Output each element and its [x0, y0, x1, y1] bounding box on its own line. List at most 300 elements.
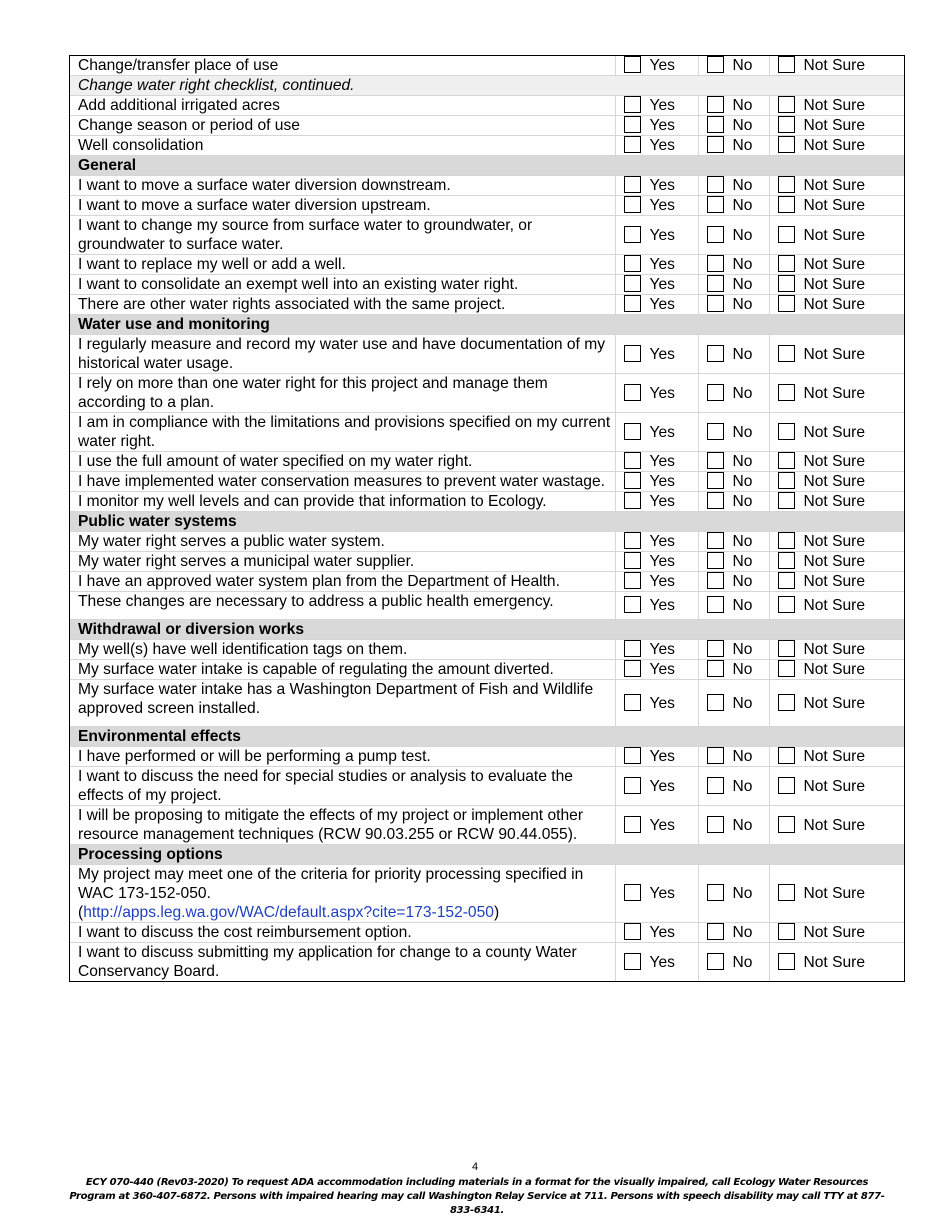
checkbox-yes[interactable] [624, 384, 641, 401]
option-cell-not-sure [769, 923, 904, 943]
option-label-no: No [732, 661, 753, 678]
option-cell-yes [615, 136, 698, 156]
option-label-not-sure: Not Sure [803, 885, 866, 902]
section-title: Water use and monitoring [70, 315, 904, 335]
option-label-no: No [732, 473, 753, 490]
option-label-yes: Yes [649, 256, 675, 273]
question-cell [70, 943, 615, 982]
question-text: My water right serves a public water system. [78, 533, 385, 550]
checkbox-yes[interactable] [624, 56, 641, 73]
option-label-no: No [732, 197, 753, 214]
option-cell-yes [615, 572, 698, 592]
option-label-no: No [732, 694, 753, 712]
option-label-not-sure: Not Sure [803, 197, 866, 214]
option-cell-no [698, 196, 769, 216]
option-cell-yes [615, 472, 698, 492]
checkbox-not-sure[interactable] [778, 777, 795, 794]
question-text: Add additional irrigated acres [78, 97, 280, 114]
question-cell [70, 176, 615, 196]
question-text: There are other water rights associated with the same project. [78, 296, 506, 313]
option-cell-yes [615, 865, 698, 923]
option-label-no: No [732, 553, 753, 570]
checkbox-no[interactable] [707, 572, 724, 589]
question-text: I want to replace my well or add a well. [78, 256, 346, 273]
option-label-not-sure: Not Sure [803, 296, 866, 313]
question-cell [70, 295, 615, 315]
checkbox-no[interactable] [707, 423, 724, 440]
checkbox-no[interactable] [707, 640, 724, 657]
option-cell-yes [615, 680, 698, 727]
option-cell-no [698, 572, 769, 592]
checklist-row [70, 943, 904, 982]
question-cell [70, 865, 615, 923]
checklist-row [70, 216, 904, 255]
section-title: Environmental effects [70, 727, 904, 747]
section-title: General [70, 156, 904, 176]
question-cell [70, 472, 615, 492]
section-header [70, 727, 904, 747]
option-label-not-sure: Not Sure [803, 573, 866, 590]
checkbox-yes[interactable] [624, 777, 641, 794]
option-label-not-sure: Not Sure [803, 177, 866, 194]
option-label-no: No [732, 885, 753, 902]
option-cell-no [698, 374, 769, 413]
option-cell-not-sure [769, 116, 904, 136]
checkbox-not-sure[interactable] [778, 816, 795, 833]
checkbox-not-sure[interactable] [778, 596, 795, 613]
checklist-row [70, 572, 904, 592]
checkbox-no[interactable] [707, 694, 724, 711]
option-label-yes: Yes [649, 276, 675, 293]
option-label-no: No [732, 423, 753, 441]
checkbox-yes[interactable] [624, 694, 641, 711]
section-header [70, 156, 904, 176]
option-label-no: No [732, 384, 753, 402]
checkbox-yes[interactable] [624, 116, 641, 133]
option-label-yes: Yes [649, 137, 675, 154]
option-cell-not-sure [769, 216, 904, 255]
checkbox-not-sure[interactable] [778, 492, 795, 509]
option-cell-not-sure [769, 806, 904, 845]
checklist-row [70, 96, 904, 116]
page-number: 4 [471, 1161, 479, 1173]
option-cell-yes [615, 923, 698, 943]
option-cell-no [698, 295, 769, 315]
option-cell-yes [615, 767, 698, 806]
checkbox-no[interactable] [707, 384, 724, 401]
option-cell-yes [615, 275, 698, 295]
option-cell-yes [615, 216, 698, 255]
option-label-not-sure: Not Sure [803, 777, 866, 795]
option-label-no: No [732, 117, 753, 134]
option-cell-yes [615, 196, 698, 216]
option-label-no: No [732, 137, 753, 154]
question-text: My surface water intake is capable of regulating the amount diverted. [78, 661, 554, 678]
wac-link[interactable]: http://apps.leg.wa.gov/WAC/default.aspx?cite=173-152-050 [83, 904, 494, 921]
checklist-row [70, 255, 904, 275]
checkbox-not-sure[interactable] [778, 255, 795, 272]
checkbox-no[interactable] [707, 492, 724, 509]
checkbox-yes[interactable] [624, 452, 641, 469]
question-cell [70, 767, 615, 806]
footer-accessibility-notice: ECY 070-440 (Rev03-2020) To request ADA accommodation including materials in a format for the visually impaired, call Ecology Water Resources Program at 360-407-6872. Persons with impaired hearing may call Washington Relay Service at 711. Persons with speech disability may call TTY at 877-833-6341. [69, 1177, 885, 1216]
question-cell [70, 572, 615, 592]
option-cell-yes [615, 452, 698, 472]
checkbox-no[interactable] [707, 884, 724, 901]
checkbox-no[interactable] [707, 176, 724, 193]
checkbox-not-sure[interactable] [778, 176, 795, 193]
option-cell-no [698, 943, 769, 982]
option-label-no: No [732, 453, 753, 470]
option-cell-no [698, 532, 769, 552]
option-cell-not-sure [769, 136, 904, 156]
question-text: Change/transfer place of use [78, 57, 279, 74]
option-label-not-sure: Not Sure [803, 226, 866, 244]
checkbox-yes[interactable] [624, 96, 641, 113]
question-cell [70, 374, 615, 413]
option-cell-no [698, 96, 769, 116]
question-text: My surface water intake has a Washington Department of Fish and Wildlife approved screen installed. [78, 681, 594, 717]
option-cell-not-sure [769, 472, 904, 492]
checkbox-no[interactable] [707, 255, 724, 272]
option-label-yes: Yes [649, 748, 675, 765]
checkbox-yes[interactable] [624, 472, 641, 489]
option-cell-no [698, 552, 769, 572]
continued-note [70, 76, 904, 96]
checkbox-yes[interactable] [624, 136, 641, 153]
option-cell-not-sure [769, 680, 904, 727]
question-cell [70, 923, 615, 943]
checkbox-not-sure[interactable] [778, 552, 795, 569]
option-label-yes: Yes [649, 694, 675, 712]
checklist-row [70, 335, 904, 374]
option-cell-not-sure [769, 295, 904, 315]
option-cell-not-sure [769, 592, 904, 620]
option-cell-no [698, 767, 769, 806]
option-label-not-sure: Not Sure [803, 345, 866, 363]
option-cell-not-sure [769, 492, 904, 512]
checkbox-not-sure[interactable] [778, 196, 795, 213]
checkbox-no[interactable] [707, 532, 724, 549]
option-label-yes: Yes [649, 885, 675, 902]
option-cell-not-sure [769, 640, 904, 660]
option-cell-no [698, 492, 769, 512]
checkbox-not-sure[interactable] [778, 275, 795, 292]
option-label-not-sure: Not Sure [803, 453, 866, 470]
checkbox-not-sure[interactable] [778, 953, 795, 970]
checkbox-yes[interactable] [624, 660, 641, 677]
checkbox-yes[interactable] [624, 275, 641, 292]
option-label-yes: Yes [649, 117, 675, 134]
option-label-not-sure: Not Sure [803, 694, 866, 712]
checkbox-no[interactable] [707, 295, 724, 312]
checkbox-no[interactable] [707, 747, 724, 764]
question-text: I monitor my well levels and can provide that information to Ecology. [78, 493, 547, 510]
option-label-yes: Yes [649, 57, 675, 74]
question-cell [70, 452, 615, 472]
option-cell-not-sure [769, 767, 904, 806]
checklist-row [70, 176, 904, 196]
option-label-yes: Yes [649, 953, 675, 971]
question-text: I want to discuss the need for special studies or analysis to evaluate the effects of my project. [78, 768, 573, 804]
question-cell [70, 413, 615, 452]
checkbox-not-sure[interactable] [778, 423, 795, 440]
option-label-no: No [732, 533, 753, 550]
checklist-row [70, 413, 904, 452]
option-cell-not-sure [769, 176, 904, 196]
checkbox-yes[interactable] [624, 295, 641, 312]
option-cell-no [698, 747, 769, 767]
checklist-row [70, 532, 904, 552]
question-text: I have an approved water system plan from the Department of Health. [78, 573, 560, 590]
checkbox-no[interactable] [707, 96, 724, 113]
checkbox-yes[interactable] [624, 226, 641, 243]
option-label-yes: Yes [649, 573, 675, 590]
option-cell-not-sure [769, 56, 904, 76]
option-label-no: No [732, 345, 753, 363]
question-text: I want to consolidate an exempt well into an existing water right. [78, 276, 519, 293]
option-cell-no [698, 216, 769, 255]
option-cell-no [698, 176, 769, 196]
checkbox-yes[interactable] [624, 532, 641, 549]
option-cell-not-sure [769, 413, 904, 452]
option-label-not-sure: Not Sure [803, 533, 866, 550]
question-cell [70, 216, 615, 255]
option-label-no: No [732, 296, 753, 313]
section-header [70, 512, 904, 532]
checkbox-no[interactable] [707, 923, 724, 940]
option-label-yes: Yes [649, 553, 675, 570]
question-cell [70, 592, 615, 620]
question-cell [70, 196, 615, 216]
option-label-yes: Yes [649, 641, 675, 658]
checklist-row [70, 592, 904, 620]
option-cell-no [698, 680, 769, 727]
checkbox-not-sure[interactable] [778, 747, 795, 764]
checkbox-no[interactable] [707, 136, 724, 153]
option-label-not-sure: Not Sure [803, 493, 866, 510]
question-text: I am in compliance with the limitations and provisions specified on my current water right. [78, 414, 611, 450]
checkbox-no[interactable] [707, 196, 724, 213]
question-cell [70, 96, 615, 116]
checkbox-yes[interactable] [624, 953, 641, 970]
checkbox-yes[interactable] [624, 423, 641, 440]
option-label-not-sure: Not Sure [803, 423, 866, 441]
checkbox-no[interactable] [707, 552, 724, 569]
option-cell-no [698, 640, 769, 660]
checkbox-yes[interactable] [624, 255, 641, 272]
checkbox-yes[interactable] [624, 816, 641, 833]
checklist-row [70, 680, 904, 727]
question-text: I rely on more than one water right for this project and manage them according to a plan. [78, 375, 548, 411]
checkbox-yes[interactable] [624, 884, 641, 901]
section-header [70, 620, 904, 640]
checkbox-yes[interactable] [624, 572, 641, 589]
question-cell [70, 335, 615, 374]
checkbox-yes[interactable] [624, 196, 641, 213]
checkbox-not-sure[interactable] [778, 572, 795, 589]
option-cell-yes [615, 116, 698, 136]
section-header [70, 845, 904, 865]
question-cell [70, 806, 615, 845]
checkbox-no[interactable] [707, 275, 724, 292]
question-text: I have implemented water conservation measures to prevent water wastage. [78, 473, 605, 490]
option-cell-no [698, 136, 769, 156]
checkbox-no[interactable] [707, 660, 724, 677]
option-cell-no [698, 452, 769, 472]
option-cell-not-sure [769, 865, 904, 923]
checklist-row [70, 116, 904, 136]
option-cell-yes [615, 374, 698, 413]
option-cell-not-sure [769, 335, 904, 374]
checkbox-no[interactable] [707, 226, 724, 243]
checklist-row [70, 295, 904, 315]
checklist-row [70, 472, 904, 492]
question-text: I want to discuss submitting my application for change to a county Water Conservancy Board. [78, 944, 577, 980]
checkbox-not-sure[interactable] [778, 923, 795, 940]
option-label-not-sure: Not Sure [803, 953, 866, 971]
checkbox-not-sure[interactable] [778, 56, 795, 73]
checkbox-yes[interactable] [624, 923, 641, 940]
option-cell-yes [615, 492, 698, 512]
question-cell [70, 255, 615, 275]
option-cell-yes [615, 660, 698, 680]
option-label-not-sure: Not Sure [803, 641, 866, 658]
option-label-no: No [732, 748, 753, 765]
question-cell [70, 640, 615, 660]
checklist-row [70, 660, 904, 680]
option-label-yes: Yes [649, 816, 675, 834]
checkbox-not-sure[interactable] [778, 694, 795, 711]
option-cell-yes [615, 592, 698, 620]
checkbox-not-sure[interactable] [778, 884, 795, 901]
option-label-yes: Yes [649, 661, 675, 678]
checklist-row [70, 923, 904, 943]
checkbox-not-sure[interactable] [778, 226, 795, 243]
checkbox-no[interactable] [707, 596, 724, 613]
option-cell-yes [615, 255, 698, 275]
checkbox-yes[interactable] [624, 596, 641, 613]
checkbox-no[interactable] [707, 953, 724, 970]
question-cell [70, 492, 615, 512]
option-cell-yes [615, 176, 698, 196]
checkbox-no[interactable] [707, 452, 724, 469]
option-cell-not-sure [769, 96, 904, 116]
option-label-not-sure: Not Sure [803, 473, 866, 490]
option-label-yes: Yes [649, 777, 675, 795]
option-label-not-sure: Not Sure [803, 256, 866, 273]
question-text: My project may meet one of the criteria for priority processing specified in WAC 173-152-050. [78, 866, 584, 902]
option-cell-yes [615, 295, 698, 315]
option-label-not-sure: Not Sure [803, 553, 866, 570]
section-title: Public water systems [70, 512, 904, 532]
checkbox-no[interactable] [707, 56, 724, 73]
question-text: I have performed or will be performing a pump test. [78, 748, 431, 765]
option-label-yes: Yes [649, 924, 675, 941]
option-label-not-sure: Not Sure [803, 57, 866, 74]
checklist-row [70, 452, 904, 472]
option-label-not-sure: Not Sure [803, 748, 866, 765]
question-cell [70, 136, 615, 156]
checkbox-not-sure[interactable] [778, 532, 795, 549]
option-cell-not-sure [769, 196, 904, 216]
option-cell-yes [615, 56, 698, 76]
question-text: These changes are necessary to address a public health emergency. [78, 593, 554, 610]
option-label-no: No [732, 953, 753, 971]
option-cell-not-sure [769, 452, 904, 472]
checkbox-not-sure[interactable] [778, 345, 795, 362]
option-cell-no [698, 472, 769, 492]
option-label-not-sure: Not Sure [803, 661, 866, 678]
option-cell-not-sure [769, 552, 904, 572]
option-label-not-sure: Not Sure [803, 97, 866, 114]
option-cell-no [698, 255, 769, 275]
section-title: Withdrawal or diversion works [70, 620, 904, 640]
option-label-no: No [732, 97, 753, 114]
question-text: I want to move a surface water diversion downstream. [78, 177, 451, 194]
option-cell-not-sure [769, 532, 904, 552]
checkbox-not-sure[interactable] [778, 136, 795, 153]
option-label-yes: Yes [649, 423, 675, 441]
checklist-row [70, 374, 904, 413]
checkbox-no[interactable] [707, 116, 724, 133]
option-cell-no [698, 923, 769, 943]
checkbox-not-sure[interactable] [778, 384, 795, 401]
question-text: I want to move a surface water diversion upstream. [78, 197, 431, 214]
question-text: Well consolidation [78, 137, 204, 154]
option-label-yes: Yes [649, 533, 675, 550]
section-title: Processing options [70, 845, 904, 865]
change-water-right-checklist [70, 56, 904, 981]
checkbox-no[interactable] [707, 777, 724, 794]
question-text: My water right serves a municipal water supplier. [78, 553, 415, 570]
checkbox-not-sure[interactable] [778, 295, 795, 312]
checkbox-yes[interactable] [624, 345, 641, 362]
checkbox-not-sure[interactable] [778, 96, 795, 113]
option-cell-not-sure [769, 747, 904, 767]
checkbox-not-sure[interactable] [778, 472, 795, 489]
checkbox-yes[interactable] [624, 747, 641, 764]
option-cell-yes [615, 806, 698, 845]
checkbox-no[interactable] [707, 816, 724, 833]
checkbox-not-sure[interactable] [778, 116, 795, 133]
option-label-yes: Yes [649, 177, 675, 194]
checkbox-yes[interactable] [624, 176, 641, 193]
option-label-no: No [732, 226, 753, 244]
question-text: I regularly measure and record my water use and have documentation of my historical water usage. [78, 336, 605, 372]
option-label-no: No [732, 641, 753, 658]
checkbox-yes[interactable] [624, 552, 641, 569]
question-cell [70, 56, 615, 76]
checklist-row [70, 806, 904, 845]
question-text: I use the full amount of water specified on my water right. [78, 453, 473, 470]
checkbox-no[interactable] [707, 345, 724, 362]
option-cell-yes [615, 532, 698, 552]
option-cell-no [698, 413, 769, 452]
option-label-yes: Yes [649, 453, 675, 470]
checkbox-not-sure[interactable] [778, 452, 795, 469]
option-cell-yes [615, 335, 698, 374]
checkbox-not-sure[interactable] [778, 640, 795, 657]
option-cell-no [698, 865, 769, 923]
option-cell-yes [615, 552, 698, 572]
option-cell-no [698, 275, 769, 295]
checkbox-yes[interactable] [624, 640, 641, 657]
checklist-row [70, 196, 904, 216]
checkbox-no[interactable] [707, 472, 724, 489]
checkbox-yes[interactable] [624, 492, 641, 509]
checkbox-not-sure[interactable] [778, 660, 795, 677]
